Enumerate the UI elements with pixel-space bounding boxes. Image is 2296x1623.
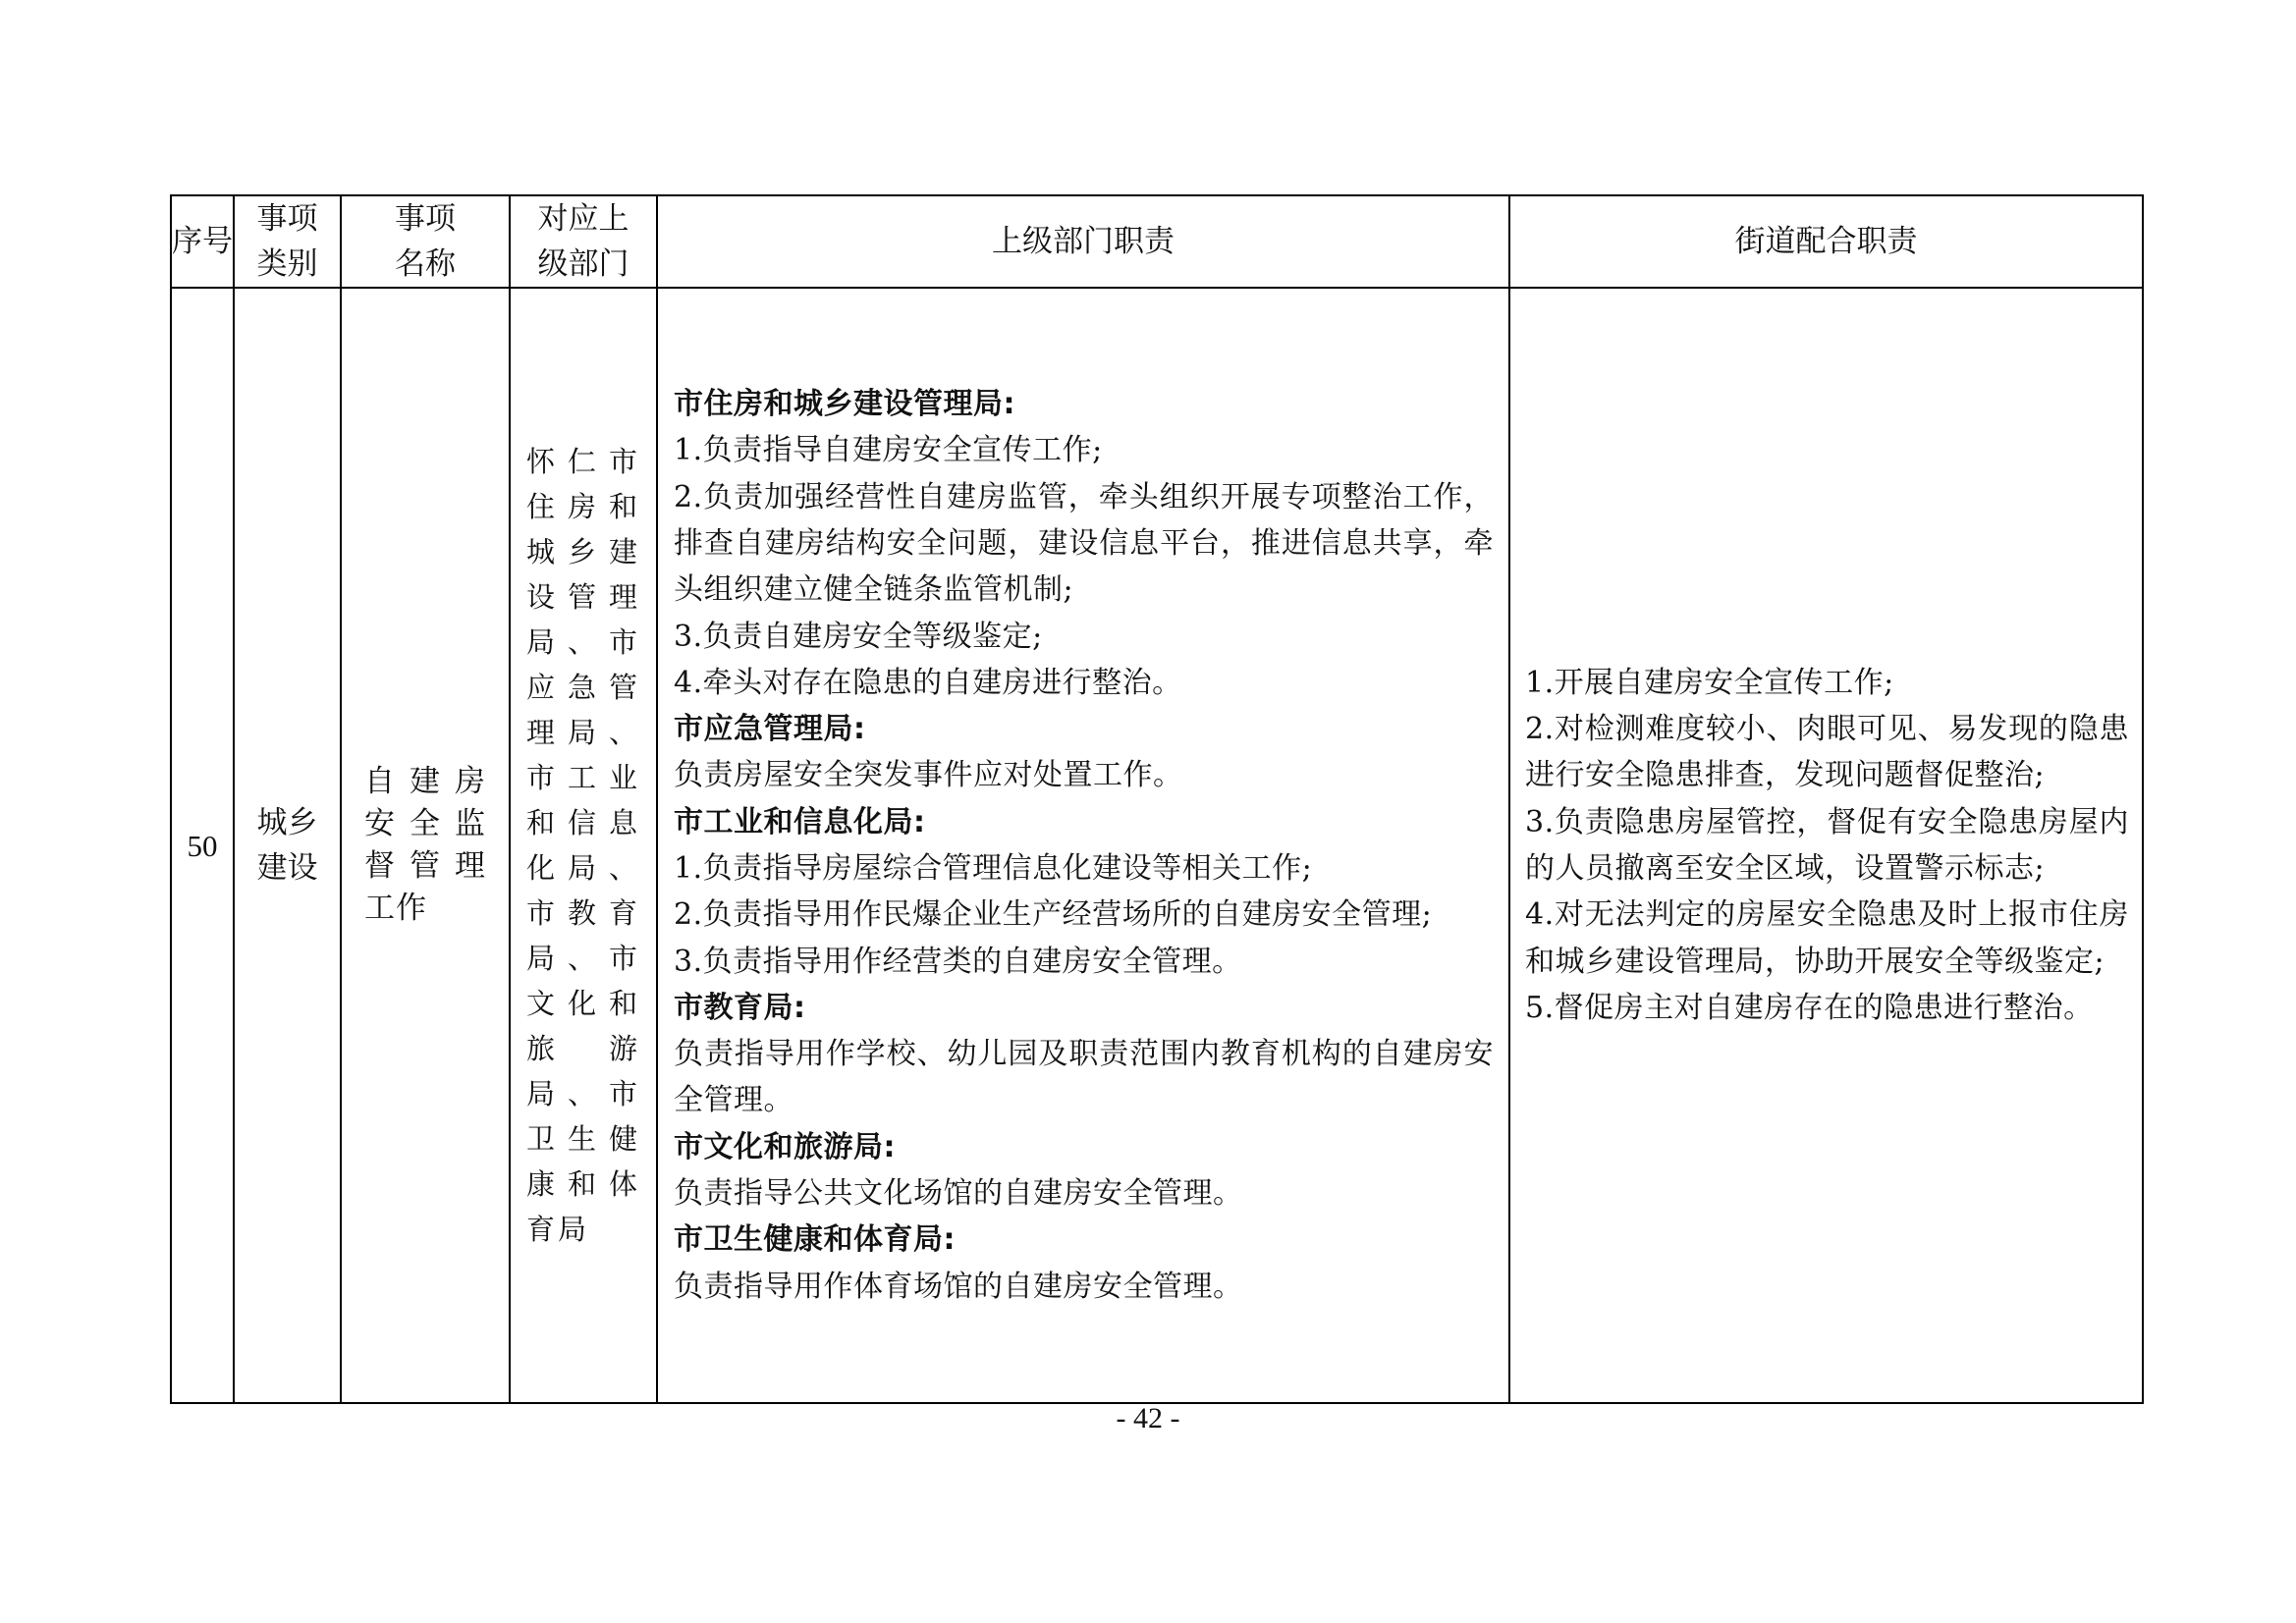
upper-dept-head: 市住房和城乡建设管理局:	[674, 387, 1015, 422]
header-upper-duties: 上级部门职责	[657, 195, 1509, 288]
upper-duty-line: 负责房屋安全突发事件应对处置工作。	[674, 758, 1183, 793]
page-number: - 42 -	[1116, 1402, 1180, 1434]
cell-category: 城乡建设	[234, 288, 341, 1403]
upper-duty-line: 3.负责自建房安全等级鉴定;	[674, 619, 1043, 654]
header-category: 事项类别	[234, 195, 341, 288]
header-index: 序号	[171, 195, 234, 288]
table-header-row	[171, 195, 2143, 288]
cell-upper-duties	[657, 288, 1509, 1403]
table-row	[171, 288, 2143, 1403]
upper-duty-line: 1.负责指导自建房安全宣传工作;	[674, 433, 1103, 468]
upper-duty-line: 负责指导用作学校、幼儿园及职责范围内教育机构的自建房安全管理。	[674, 1037, 1494, 1118]
upper-duty-line: 3.负责指导用作经营类的自建房安全管理。	[674, 944, 1242, 979]
cell-index: 50	[171, 288, 234, 1403]
upper-dept-head: 市应急管理局:	[674, 712, 866, 747]
upper-duty-line: 4.牵头对存在隐患的自建房进行整治。	[674, 665, 1182, 700]
header-dept: 对应上级部门	[510, 195, 657, 288]
upper-dept-head: 市文化和旅游局:	[674, 1129, 896, 1164]
duties-table	[170, 194, 2144, 1404]
street-duty-line: 5.督促房主对自建房存在的隐患进行整治。	[1525, 990, 2094, 1025]
header-name: 事项名称	[341, 195, 510, 288]
cell-street-duties	[1509, 288, 2143, 1403]
upper-duty-line: 负责指导用作体育场馆的自建房安全管理。	[674, 1269, 1243, 1304]
cell-dept: 怀仁市住房和城乡建设管理局、市应急管理局、市工业和信息化局、市教育局、市文化和旅游局、市卫生健康和体育局	[510, 288, 657, 1403]
upper-dept-head: 市工业和信息化局:	[674, 804, 926, 839]
cell-name: 自建房安全监督管理工作	[341, 288, 510, 1403]
upper-duty-line: 负责指导公共文化场馆的自建房安全管理。	[674, 1176, 1243, 1212]
street-duty-line: 2.对检测难度较小、肉眼可见、易发现的隐患进行安全隐患排查，发现问题督促整治;	[1525, 712, 2129, 793]
upper-duty-line: 1.负责指导房屋综合管理信息化建设等相关工作;	[674, 851, 1313, 886]
street-duty-line: 1.开展自建房安全宣传工作;	[1525, 665, 1894, 700]
street-duty-line: 3.负责隐患房屋管控，督促有安全隐患房屋内的人员撤离至安全区域，设置警示标志;	[1525, 804, 2129, 886]
upper-dept-head: 市卫生健康和体育局:	[674, 1222, 956, 1258]
upper-dept-head: 市教育局:	[674, 990, 806, 1025]
header-street-duties: 街道配合职责	[1509, 195, 2143, 288]
upper-duty-line: 2.负责加强经营性自建房监管，牵头组织开展专项整治工作，排查自建房结构安全问题，建设信息平台，推进信息共享，牵头组织建立健全链条监管机制;	[674, 479, 1494, 608]
street-duty-line: 4.对无法判定的房屋安全隐患及时上报市住房和城乡建设管理局，协助开展安全等级鉴定;	[1525, 897, 2129, 979]
upper-duty-line: 2.负责指导用作民爆企业生产经营场所的自建房安全管理;	[674, 897, 1433, 933]
